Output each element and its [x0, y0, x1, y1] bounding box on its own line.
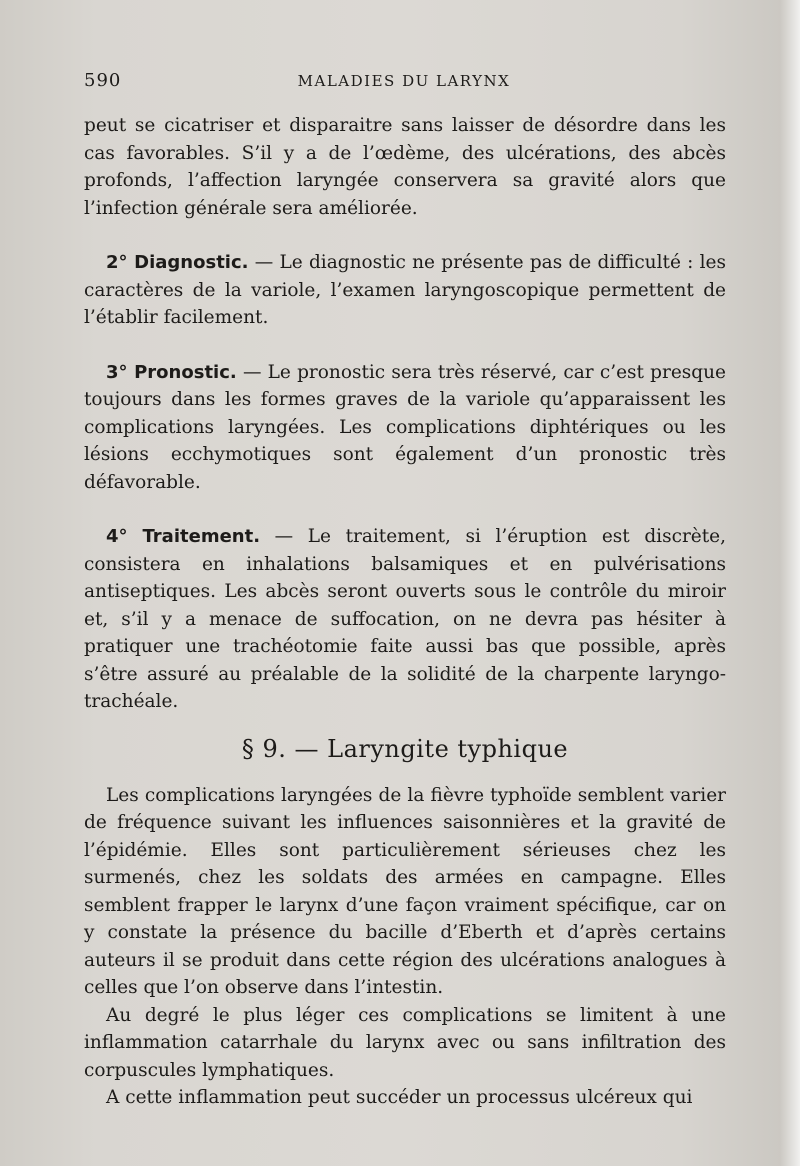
- paragraph-gap: [84, 496, 726, 523]
- page-number: 590: [84, 70, 122, 91]
- paragraph-gap: [84, 332, 726, 359]
- diagnostic-paragraph: [84, 249, 726, 332]
- typhique-paragraph-3: A cette inflammation peut succéder un processus ulcéreux qui: [106, 1087, 693, 1108]
- typhique-paragraph-2: Au degré le plus léger ces complications se limitent à une inflammation catarrhale du larynx avec ou sans infiltration des corpuscules lymphatiques.: [84, 1004, 726, 1081]
- paragraph-gap: [84, 222, 726, 249]
- pronostic-text: — Le pronostic sera très réservé, car c’est presque toujours dans les formes graves de la variole qu’apparaissent les complications laryngées. Les complications diphtériques ou les lésions ecchymotiques sont également d’un pronostic très défavorable.: [84, 361, 726, 493]
- diagnostic-heading: 2° Diagnostic.: [106, 252, 249, 273]
- typhique-paragraph-1: Les complications laryngées de la fièvre typhoïde semblent varier de fréquence suivant les influences saisonnières et la gravité de l’épidémie. Elles sont particulièrement sérieuses chez les surmenés, chez les soldats des armées en campagne. Elles semblent frapper le larynx d’une façon vraiment spécifique, car on y constate la présence du bacille d’Eberth et d’après certains auteurs il se produit dans cette région des ulcérations analogues à celles que l’on observe dans l’intestin.: [84, 784, 726, 998]
- traitement-heading: 4° Traitement.: [106, 526, 261, 547]
- section-title: § 9. — Laryngite typhique: [241, 734, 569, 763]
- page-header: [84, 70, 724, 96]
- page-body: [84, 112, 726, 1112]
- diagnostic-text: — Le diagnostic ne présente pas de difficulté : les caractères de la variole, l’examen laryngoscopique permettent de l’établir facilement.: [84, 252, 726, 328]
- running-title: MALADIES DU LARYNX: [297, 72, 511, 90]
- traitement-text: — Le traitement, si l’éruption est discrète, consistera en inhalations balsamiques et en pulvérisations antiseptiques. Les abcès seront ouverts sous le contrôle du miroir et, s’il y a menace de suffocation, on ne devra pas hésiter à pratiquer une trachéotomie faite aussi bas que possible, après s’être assuré au préalable de la solidité de la charpente laryngo-trachéale.: [84, 526, 726, 712]
- pronostic-heading: 3° Pronostic.: [106, 361, 237, 383]
- opening-paragraph: peut se cicatriser et disparaitre sans laisser de désordre dans les cas favorables. S’il y a de l’œdème, des ulcérations, des abcès profonds, l’affection laryngée conservera sa gravité alors que l’infection générale sera améliorée.: [84, 115, 726, 219]
- page-edge-highlight: [780, 0, 800, 1166]
- pronostic-paragraph: [84, 359, 726, 497]
- traitement-paragraph: [84, 523, 726, 716]
